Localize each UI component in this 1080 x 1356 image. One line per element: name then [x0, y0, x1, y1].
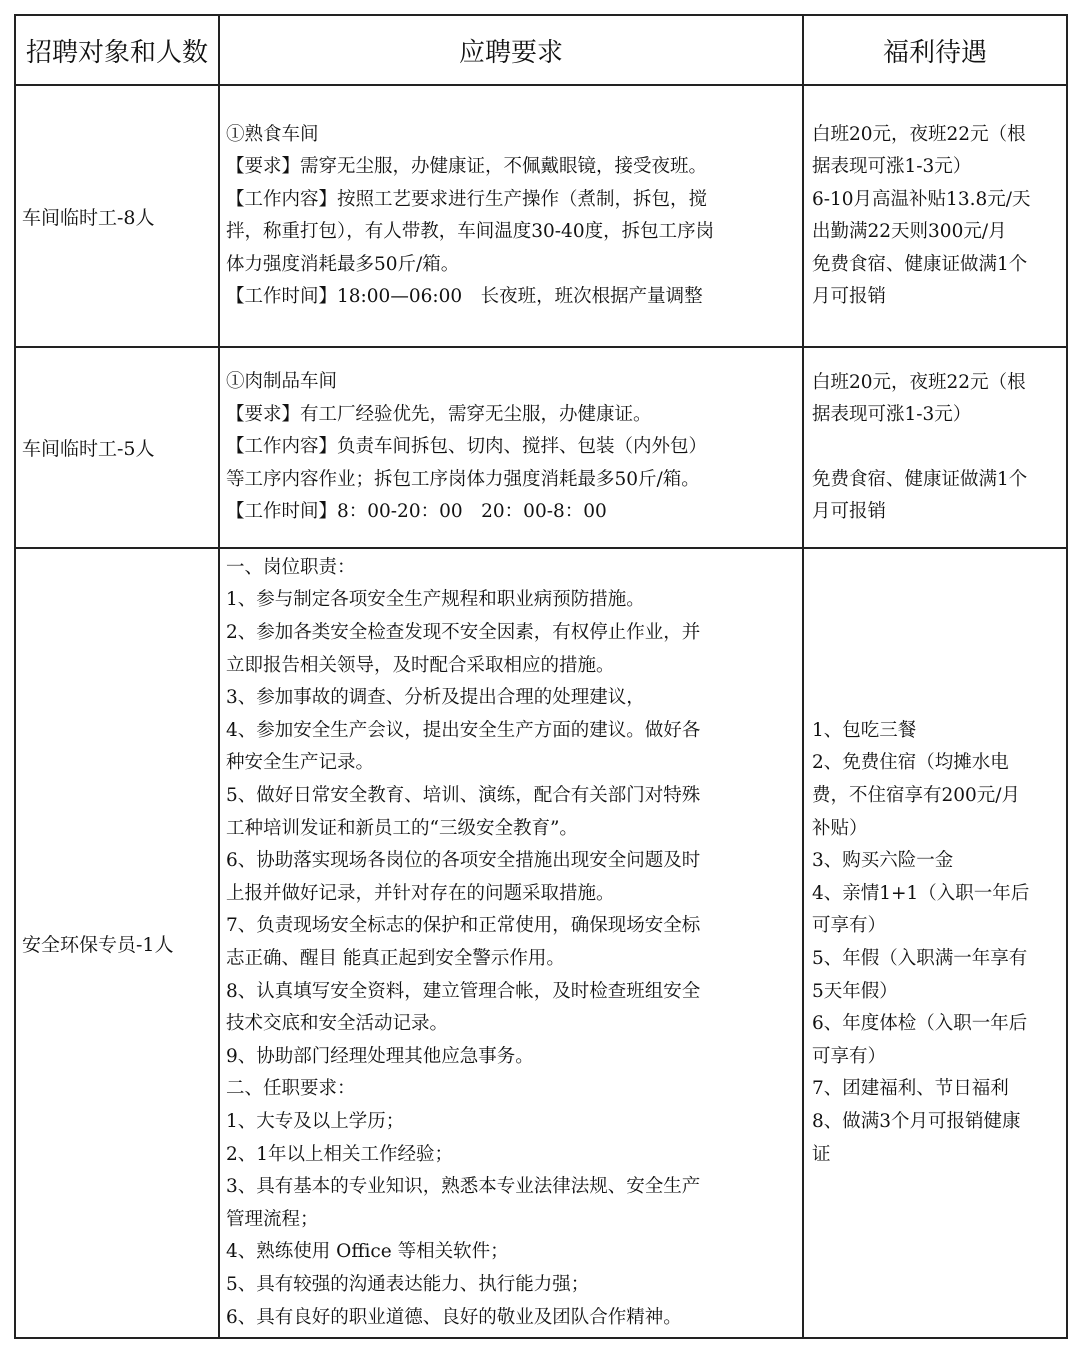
table-row: [15, 347, 1067, 548]
text-line: 管理流程；: [226, 1208, 319, 1230]
text-line: 【工作时间】8：00-20：00 20：00-8：00: [226, 501, 607, 523]
text-line: 5、年假（入职满一年享有: [812, 948, 1028, 969]
text-line: 上报并做好记录，并针对存在的问题采取措施。: [226, 882, 615, 904]
text-line: 月可报销: [812, 286, 887, 307]
text-line: 7、团建福利、节日福利: [812, 1078, 1009, 1100]
text-line: 志正确、醒目 能真正起到安全警示作用。: [226, 948, 565, 969]
text-line: 1、参与制定各项安全生产规程和职业病预防措施。: [226, 589, 645, 611]
requirements-cell: [219, 548, 803, 1338]
text-line: 5、做好日常安全教育、培训、演练，配合有关部门对特殊: [226, 785, 701, 807]
text-line: 6-10月高温补贴13.8元/天: [812, 188, 1031, 210]
text-line: ①熟食车间: [226, 123, 319, 145]
text-line: 立即报告相关领导，及时配合采取相应的措施。: [226, 654, 615, 676]
text-line: 3、购买六险一金: [812, 850, 954, 872]
text-line: 2、参加各类安全检查发现不安全因素，有权停止作业，并: [226, 622, 701, 644]
position-cell: 车间临时工-5人: [15, 347, 219, 548]
table-row: [15, 85, 1067, 347]
requirements-cell: [219, 85, 803, 347]
text-line: 6、具有良好的职业道德、良好的敬业及团队合作精神。: [226, 1306, 682, 1328]
text-line: 工种培训发证和新员工的“三级安全教育”。: [226, 817, 578, 839]
text-line: 等工序内容作业；拆包工序岗体力强度消耗最多50斤/箱。: [226, 468, 700, 490]
text-line: 3、参加事故的调查、分析及提出合理的处理建议，: [226, 687, 645, 709]
text-line: 据表现可涨1-3元）: [812, 156, 972, 177]
text-line: 拌，称重打包），有人带教，车间温度30-40度，拆包工序岗: [226, 221, 715, 242]
header-position: 招聘对象和人数: [15, 15, 219, 85]
text-line: 补贴）: [812, 817, 868, 839]
text-line: 费，不住宿享有200元/月: [812, 785, 1021, 807]
text-line: 6、年度体检（入职一年后: [812, 1013, 1028, 1035]
text-line: 【工作内容】按照工艺要求进行生产操作（煮制，拆包，搅: [226, 188, 708, 210]
position-cell: 车间临时工-8人: [15, 85, 219, 347]
text-line: 白班20元，夜班22元（根: [812, 371, 1026, 393]
text-line: 出勤满22天则300元/月: [812, 221, 1007, 242]
text-line: [812, 432, 1060, 464]
text-line: 9、协助部门经理处理其他应急事务。: [226, 1045, 534, 1067]
header-benefits: 福利待遇: [803, 15, 1067, 85]
text-line: 2、1年以上相关工作经验；: [226, 1143, 454, 1165]
text-line: 5天年假）: [812, 980, 898, 1002]
text-line: 可享有）: [812, 1045, 887, 1067]
text-line: 【要求】有工厂经验优先，需穿无尘服，办健康证。: [226, 403, 652, 425]
text-line: 8、认真填写安全资料，建立管理合帐，及时检查班组安全: [226, 980, 701, 1002]
text-line: 1、大专及以上学历；: [226, 1110, 405, 1132]
text-line: 体力强度消耗最多50斤/箱。: [226, 253, 460, 275]
text-line: 免费食宿、健康证做满1个: [812, 468, 1028, 490]
recruitment-table: [14, 14, 1068, 1339]
text-line: 二、任职要求：: [226, 1078, 356, 1100]
text-line: 7、负责现场安全标志的保护和正常使用，确保现场安全标: [226, 915, 701, 937]
requirements-cell: [219, 347, 803, 548]
text-line: 【工作时间】18:00—06:00 长夜班，班次根据产量调整: [226, 286, 703, 307]
text-line: 月可报销: [812, 501, 887, 522]
text-line: 【工作内容】负责车间拆包、切肉、搅拌、包装（内外包）: [226, 436, 708, 458]
text-line: 1、包吃三餐: [812, 719, 917, 741]
text-line: 白班20元，夜班22元（根: [812, 123, 1026, 145]
text-line: 4、熟练使用 Office 等相关软件；: [226, 1241, 509, 1263]
text-line: 6、协助落实现场各岗位的各项安全措施出现安全问题及时: [226, 850, 701, 872]
text-line: 8、做满3个月可报销健康: [812, 1110, 1021, 1132]
text-line: 5、具有较强的沟通表达能力、执行能力强；: [226, 1273, 590, 1295]
table-row: [15, 548, 1067, 1338]
text-line: 证: [812, 1143, 831, 1165]
text-line: 4、亲情1+1（入职一年后: [812, 882, 1030, 904]
text-line: 【要求】需穿无尘服，办健康证，不佩戴眼镜，接受夜班。: [226, 156, 708, 177]
header-row: [15, 15, 1067, 85]
text-line: 3、具有基本的专业知识，熟悉本专业法律法规、安全生产: [226, 1176, 701, 1198]
benefits-cell: [803, 347, 1067, 548]
benefits-cell: [803, 548, 1067, 1338]
benefits-cell: [803, 85, 1067, 347]
text-line: 一、岗位职责：: [226, 556, 356, 578]
text-line: 据表现可涨1-3元）: [812, 404, 972, 425]
text-line: 4、参加安全生产会议，提出安全生产方面的建议。做好各: [226, 719, 701, 741]
text-line: ①肉制品车间: [226, 371, 338, 393]
position-cell: 安全环保专员-1人: [15, 548, 219, 1338]
text-line: 免费食宿、健康证做满1个: [812, 253, 1028, 275]
text-line: 2、免费住宿（均摊水电: [812, 752, 1009, 774]
text-line: 可享有）: [812, 915, 887, 937]
text-line: 种安全生产记录。: [226, 752, 375, 774]
text-line: 技术交底和安全活动记录。: [226, 1013, 449, 1035]
header-requirements: 应聘要求: [219, 15, 803, 85]
